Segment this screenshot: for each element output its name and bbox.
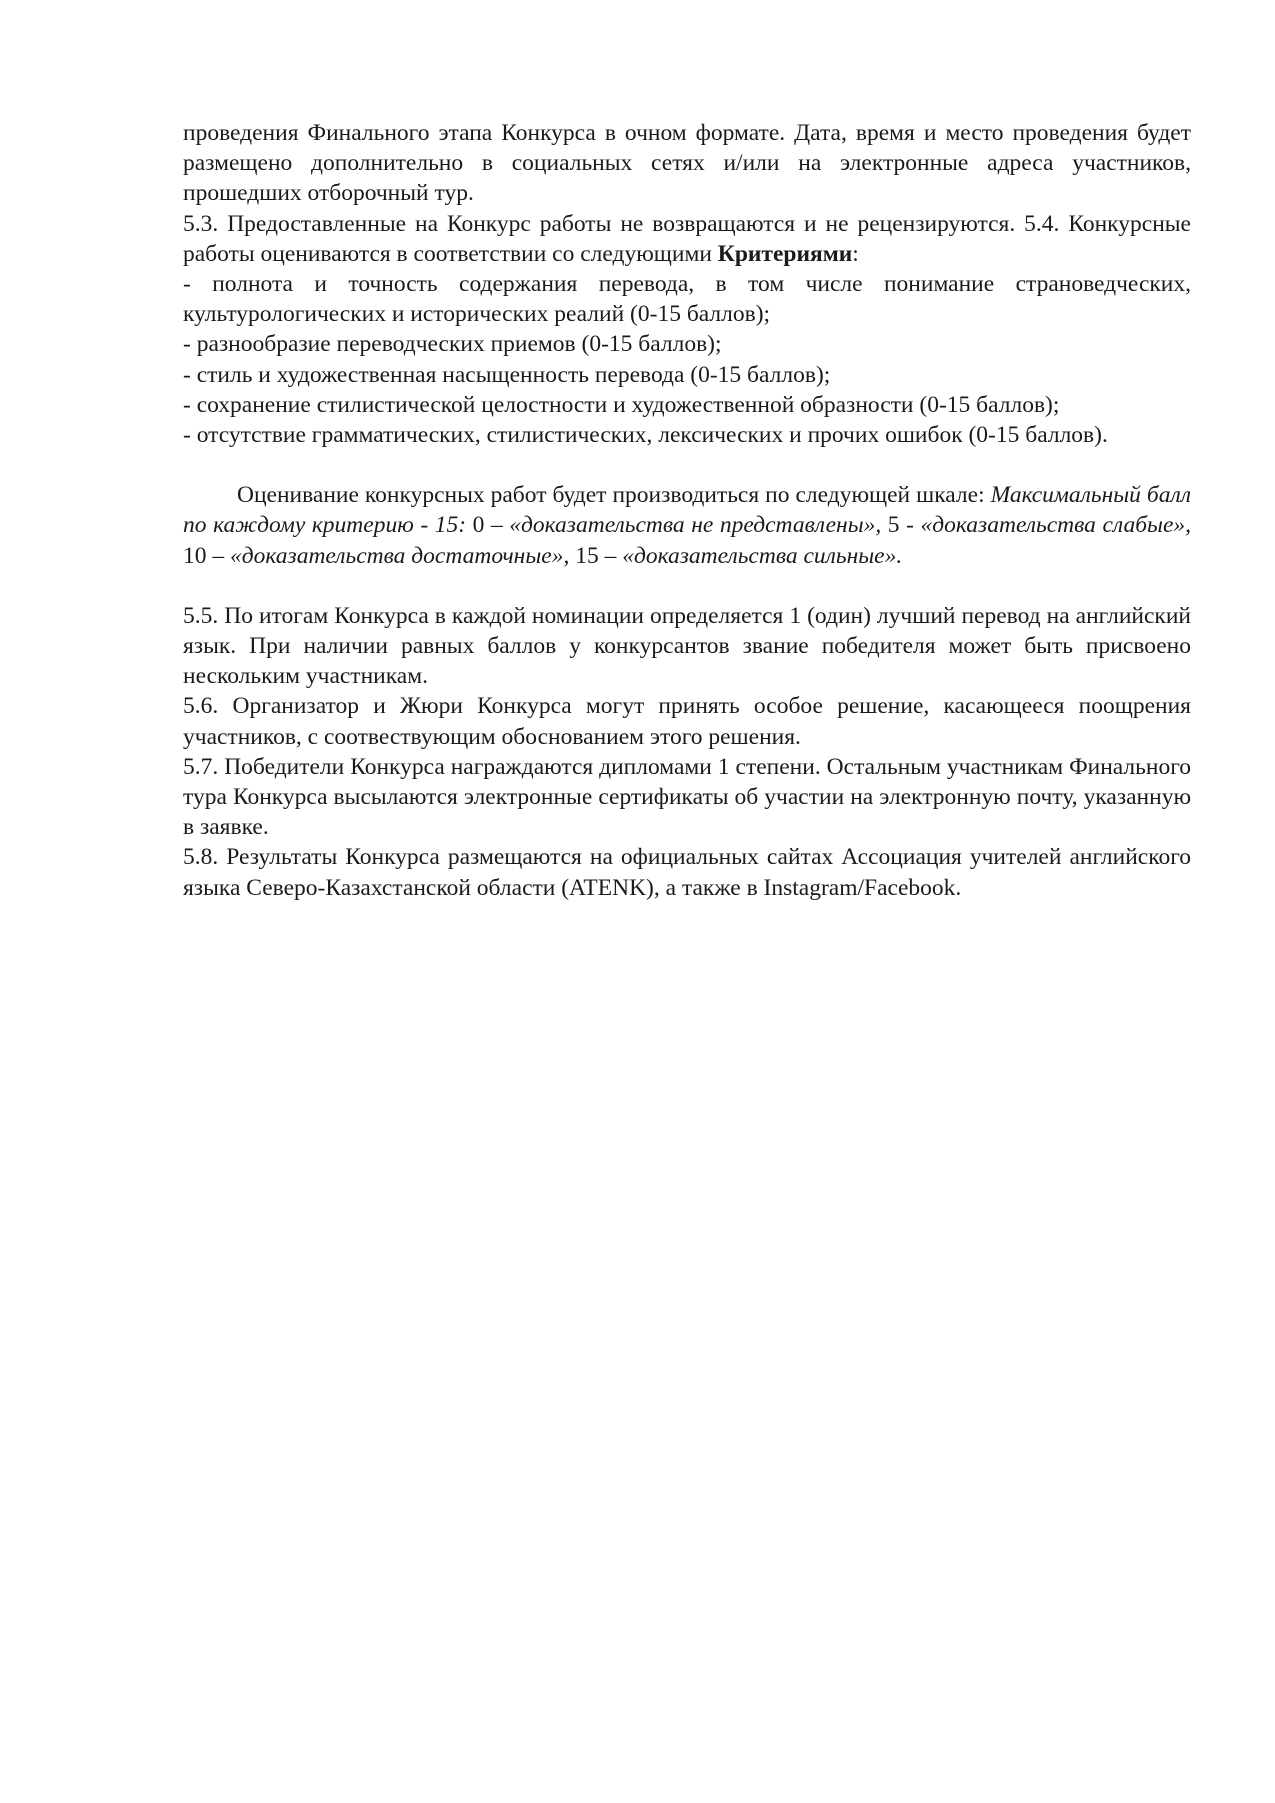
scale-15-text: «доказательства сильные».: [622, 542, 903, 569]
criteria-heading: Критериями: [717, 240, 853, 267]
scale-0-text: «доказательства не представлены»,: [509, 512, 882, 539]
criteria-item-2: - разнообразие переводческих приемов (0-15 баллов);: [183, 331, 722, 358]
paragraph-5-5: 5.5. По итогам Конкурса в каждой номинации определяется 1 (один) лучший перевод на английский язык. При наличии равных баллов у конкурсантов звание победителя может быть присвоено нескольким участникам.: [183, 602, 1191, 690]
scale-5-num: 5 -: [881, 512, 921, 539]
paragraph-5-3-colon: :: [852, 240, 859, 267]
scale-10-text: «доказательства достаточные»,: [230, 542, 570, 569]
spacer: [183, 571, 1191, 601]
scale-10-num: 10 –: [183, 542, 230, 569]
scale-5-text: «доказательства слабые»,: [920, 512, 1191, 539]
paragraph-intro: проведения Финального этапа Конкурса в очном формате. Дата, время и место проведения будет размещено дополнительно в социальных сетях и/или на электронные адреса участников, прошедших отборочный тур.: [183, 120, 1191, 207]
paragraph-5-6: 5.6. Организатор и Жюри Конкурса могут принять особое решение, касающееся поощрения участников, с соотвествующим обоснованием этого решения.: [183, 693, 1191, 750]
scale-0-num: 0 –: [466, 512, 510, 539]
paragraph-scale: [183, 480, 1191, 571]
paragraph-5-3-text: 5.3. Предоставленные на Конкурс работы не возвращаются и не рецензируются. 5.4. Конкурсные работы оцениваются в соответствии со следующими: [183, 210, 1191, 267]
spacer: [183, 450, 1191, 480]
paragraph-5-7: 5.7. Победители Конкурса награждаются дипломами 1 степени. Остальным участникам Финального тура Конкурса высылаются электронные сертификаты об участии на электронную почту, указанную в заявке.: [183, 753, 1191, 841]
paragraph-5-3: [183, 209, 1191, 269]
paragraph-5-8: 5.8. Результаты Конкурса размещаются на официальных сайтах Ассоциация учителей английского языка Северо-Казахстанской области (ATENK), а также в Instagram/Facebook.: [183, 844, 1191, 901]
scale-15-num: 15 –: [569, 542, 623, 569]
criteria-item-4: - сохранение стилистической целостности и художественной образности (0-15 баллов);: [183, 391, 1060, 418]
scale-max: Максимальный балл по каждому критерию - 15:: [183, 482, 1191, 539]
criteria-item-1: - полнота и точность содержания перевода, в том числе понимание страноведческих, культурологических и исторических реалий (0-15 баллов);: [183, 271, 1191, 328]
document-page: [183, 118, 1191, 903]
scale-intro: Оценивание конкурсных работ будет производиться по следующей шкале:: [237, 482, 991, 509]
criteria-item-3: - стиль и художественная насыщенность перевода (0-15 баллов);: [183, 361, 831, 388]
criteria-item-5: - отсутствие грамматических, стилистических, лексических и прочих ошибок (0-15 баллов).: [183, 422, 1108, 449]
